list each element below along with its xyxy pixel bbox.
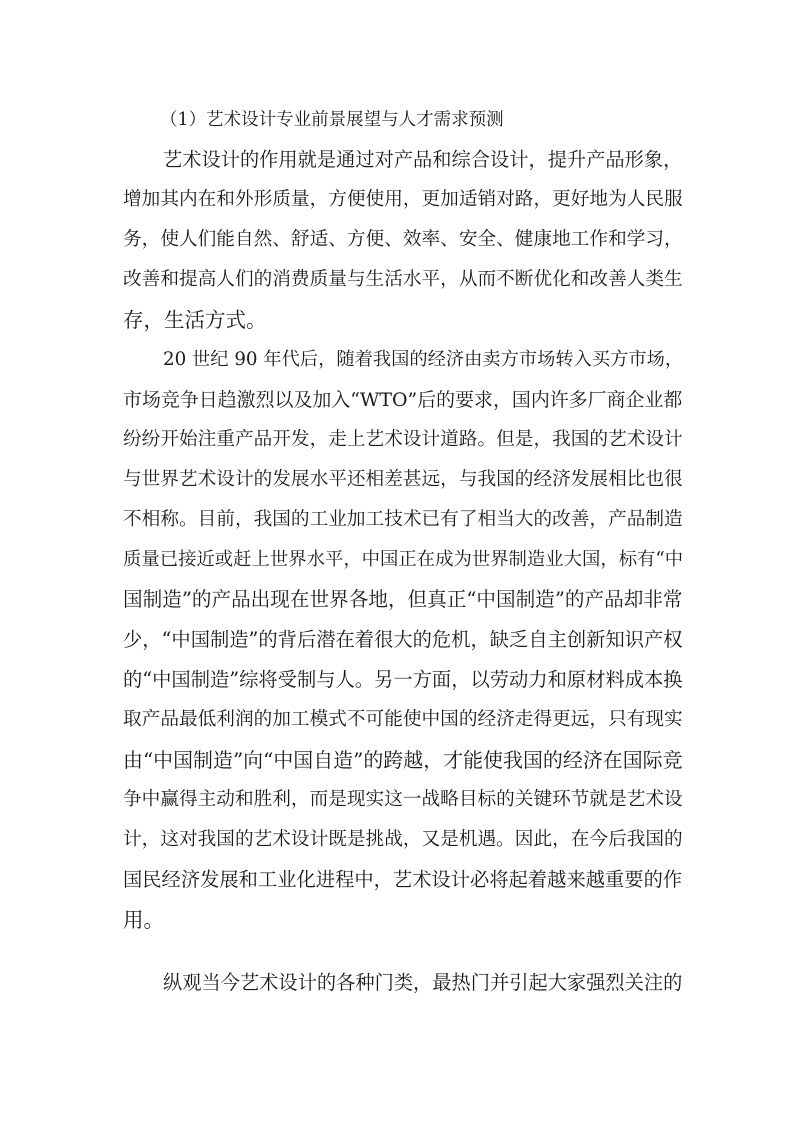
paragraph-2-line-2: 市场竞争日趋激烈以及加入“WTO”后的要求，国内许多厂商企业都 bbox=[123, 389, 683, 411]
paragraph-2-line-4: 与世界艺术设计的发展水平还相差甚远，与我国的经济发展相比也很 bbox=[123, 469, 683, 490]
paragraph-2-line-13: 计，这对我国的艺术设计既是挑战，又是机遇。因此，在今后我国的 bbox=[123, 829, 683, 850]
paragraph-2-line-1: 20 世纪 90 年代后，随着我国的经济由卖方市场转入买方市场， bbox=[163, 349, 684, 370]
paragraph-2-line-12: 争中赢得主动和胜利，而是现实这一战略目标的关键环节就是艺术设 bbox=[123, 789, 683, 810]
paragraph-2-line-8: 少，“中国制造”的背后潜在着很大的危机，缺乏自主创新知识产权 bbox=[123, 628, 683, 651]
paragraph-2-line-10: 取产品最低利润的加工模式不可能使中国的经济走得更远，只有现实 bbox=[123, 709, 683, 730]
paragraph-2-line-3: 纷纷开始注重产品开发，走上艺术设计道路。但是，我国的艺术设计 bbox=[123, 429, 683, 450]
paragraph-1-line-4: 改善和提高人们的消费质量与生活水平，从而不断优化和改善人类生 bbox=[123, 269, 683, 290]
paragraph-1-line-1: 艺术设计的作用就是通过对产品和综合设计，提升产品形象， bbox=[163, 148, 683, 171]
paragraph-2-line-5: 不相称。目前，我国的工业加工技术已有了相当大的改善，产品制造 bbox=[123, 509, 683, 530]
paragraph-2-line-6: 质量已接近或赶上世界水平，中国正在成为世界制造业大国，标有“中 bbox=[123, 549, 684, 570]
paragraph-1-line-5: 存，生活方式。 bbox=[123, 308, 267, 332]
paragraph-2-line-14: 国民经济发展和工业化进程中，艺术设计必将起着越来越重要的作 bbox=[123, 868, 683, 891]
paragraph-2-line-7: 国制造”的产品出现在世界各地，但真正“中国制造”的产品却非常 bbox=[123, 588, 683, 611]
paragraph-1-line-3: 务，使人们能自然、舒适、方便、效率、安全、健康地工作和学习， bbox=[123, 229, 683, 250]
paragraph-2-line-15: 用。 bbox=[123, 908, 164, 932]
paragraph-2-line-9: 的“中国制造”综将受制与人。另一方面，以劳动力和原材料成本换 bbox=[123, 668, 683, 691]
paragraph-3-line-1: 纵观当今艺术设计的各种门类，最热门并引起大家强烈关注的 bbox=[163, 971, 683, 994]
paragraph-2-line-11: 由“中国制造”向“中国自造”的跨越，才能使我国的经济在国际竞 bbox=[123, 748, 683, 772]
paragraph-1-line-2: 增加其内在和外形质量，方便使用，更加适销对路，更好地为人民服 bbox=[123, 189, 683, 210]
section-heading: （1）艺术设计专业前景展望与人才需求预测 bbox=[160, 110, 504, 130]
